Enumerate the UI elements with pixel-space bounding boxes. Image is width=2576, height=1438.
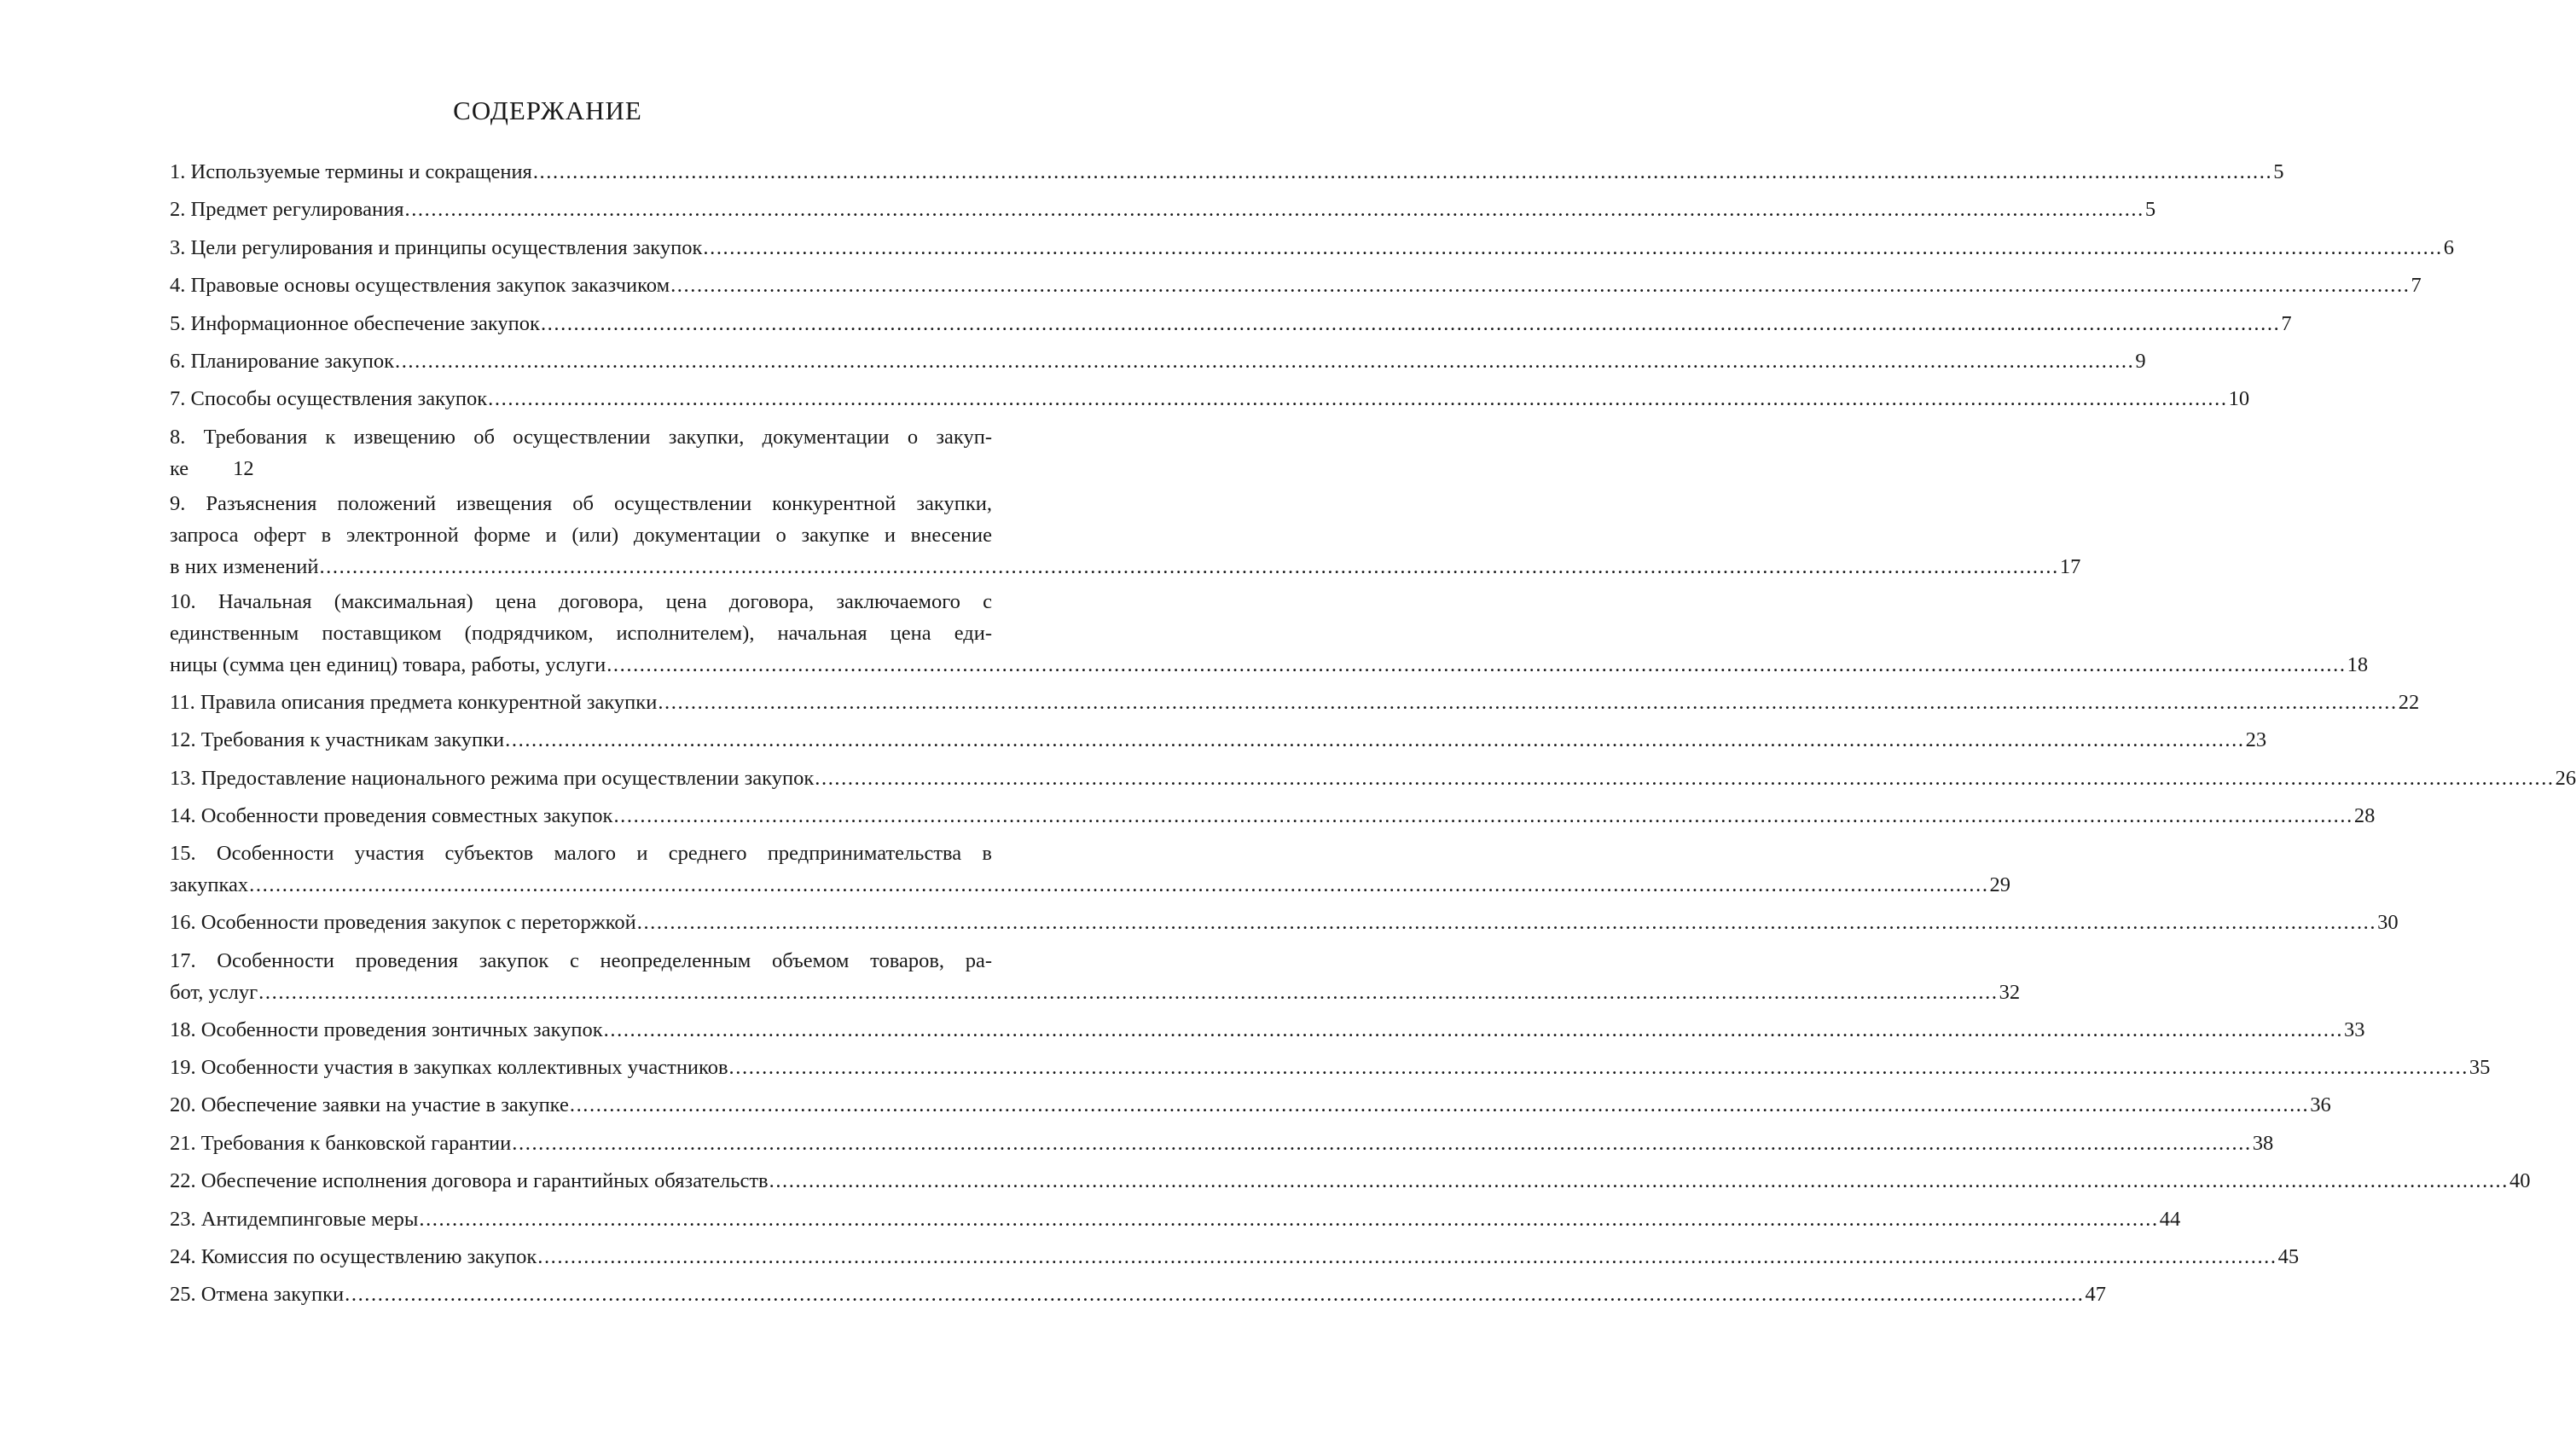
toc-entry-23 (170, 1201, 2181, 1238)
toc-entry-text: 1. Используемые термины и сокращения (170, 160, 532, 183)
toc-leader-dots: ........................................................................................................................................................................................................................................................................ (319, 554, 2059, 578)
toc-entry-text: 24. Комиссия по осуществлению закупок (170, 1245, 537, 1269)
toc-leader-dots: ........................................................................................................................................................................................................................................................................ (569, 1093, 2310, 1117)
toc-entry-14 (170, 797, 2376, 835)
toc-page-number: 9 (2135, 349, 2146, 373)
toc-leader-dots: ........................................................................................................................................................................................................................................................................ (636, 911, 2377, 935)
toc-entry-line: единственным поставщиком (подрядчиком, исполнителем), начальная цена еди- (170, 621, 992, 645)
toc-leader-dots: ........................................................................................................................................................................................................................................................................ (540, 311, 2281, 335)
toc-leader-dots: ........................................................................................................................................................................................................................................................................ (815, 766, 2555, 790)
toc-leader-dots: ........................................................................................................................................................................................................................................................................ (419, 1207, 2159, 1231)
toc-leader-dots: ........................................................................................................................................................................................................................................................................ (769, 1169, 2509, 1193)
toc-entry-text: 14. Особенности проведения совместных закупок (170, 803, 613, 827)
toc-page-number: 7 (2411, 274, 2422, 298)
toc-entry-19 (170, 1049, 2491, 1087)
toc-entry-3 (170, 229, 2455, 267)
toc-entry-text: 16. Особенности проведения закупок с переторжкой (170, 911, 636, 935)
toc-page-number: 38 (2252, 1131, 2274, 1155)
toc-entry-text: в них изменений (170, 554, 319, 578)
toc-entry-2 (170, 191, 2156, 229)
toc-leader-dots: ........................................................................................................................................................................................................................................................................ (258, 980, 1999, 1004)
toc-entry-8 (170, 421, 992, 484)
toc-page-number: 17 (2059, 554, 2081, 578)
toc-entry-12 (170, 722, 2267, 759)
toc-leader-dots: ........................................................................................................................................................................................................................................................................ (613, 803, 2353, 827)
toc-entry-line: 10. Начальная (максимальная) цена договора, цена договора, заключаемого с (170, 589, 992, 613)
toc-page-number: 30 (2377, 911, 2399, 935)
toc-entry-25 (170, 1276, 2107, 1313)
table-of-contents (170, 154, 2576, 1314)
toc-entry-22 (170, 1163, 2531, 1200)
toc-page-number: 33 (2344, 1018, 2365, 1041)
toc-entry-text: 5. Информационное обеспечение закупок (170, 311, 540, 335)
toc-entry-18 (170, 1012, 2365, 1049)
toc-entry-text: 25. Отмена закупки (170, 1283, 345, 1307)
toc-entry-15 (170, 838, 2011, 901)
toc-page-number: 18 (2347, 652, 2369, 676)
toc-entry-text: ке (170, 456, 189, 480)
toc-page-number: 7 (2281, 311, 2292, 335)
toc-entry-line: 8. Требования к извещению об осуществлении закупки, документации о закуп- (170, 425, 992, 449)
toc-entry-4 (170, 267, 2422, 304)
toc-entry-text: 4. Правовые основы осуществления закупок заказчиком (170, 274, 670, 298)
toc-leader-dots: ........................................................................................................................................................................................................................................................................ (603, 1018, 2344, 1041)
toc-entry-text: 22. Обеспечение исполнения договора и гарантийных обязательств (170, 1169, 769, 1193)
toc-page-number: 28 (2353, 803, 2376, 827)
toc-entry-text: 18. Особенности проведения зонтичных закупок (170, 1018, 603, 1041)
toc-entry-5 (170, 305, 2292, 343)
toc-entry-line: 9. Разъяснения положений извещения об осуществлении конкурентной закупки, (170, 491, 992, 515)
toc-leader-dots: ........................................................................................................................................................................................................................................................................ (670, 274, 2411, 298)
toc-leader-dots: ........................................................................................................................................................................................................................................................................ (703, 235, 2443, 259)
toc-page-number: 29 (1989, 873, 2011, 897)
toc-page-number: 6 (2443, 235, 2455, 259)
toc-entry-text: 19. Особенности участия в закупках коллективных участников (170, 1056, 728, 1080)
toc-entry-9 (170, 488, 2081, 583)
toc-leader-dots: ........................................................................................................................................................................................................................................................................ (488, 387, 2228, 411)
toc-entry-text: 3. Цели регулирования и принципы осуществления закупок (170, 235, 703, 259)
toc-entry-text: 6. Планирование закупок (170, 349, 394, 373)
toc-page-number: 10 (2228, 387, 2250, 411)
toc-page-number: 32 (1999, 980, 2021, 1004)
toc-leader-dots: ........................................................................................................................................................................................................................................................................ (404, 198, 2144, 222)
toc-entry-line: 15. Особенности участия субъектов малого и среднего предпринимательства в (170, 842, 992, 866)
toc-entry-1 (170, 154, 2284, 191)
toc-entry-text: 13. Предоставление национального режима при осуществлении закупок (170, 766, 815, 790)
toc-leader-dots: ........................................................................................................................................................................................................................................................................ (394, 349, 2135, 373)
toc-entry-text: закупках (170, 873, 249, 897)
toc-page-number: 45 (2277, 1245, 2300, 1269)
toc-entry-text: 2. Предмет регулирования (170, 198, 404, 222)
page-title: СОДЕРЖАНИЕ (453, 96, 642, 125)
toc-entry-text: 21. Требования к банковской гарантии (170, 1131, 512, 1155)
toc-leader-dots: ........................................................................................................................................................................................................................................................................ (728, 1056, 2469, 1080)
toc-entry-24 (170, 1238, 2300, 1276)
toc-entry-line: 17. Особенности проведения закупок с неопределенным объемом товаров, ра- (170, 948, 992, 972)
toc-leader-dots: ........................................................................................................................................................................................................................................................................ (658, 690, 2398, 714)
toc-entry-text: 20. Обеспечение заявки на участие в закупке (170, 1093, 569, 1117)
toc-leader-dots: ........................................................................................................................................................................................................................................................................ (532, 160, 2273, 183)
toc-entry-16 (170, 904, 2399, 942)
toc-page-number: 23 (2245, 728, 2267, 752)
toc-page-number: 44 (2159, 1207, 2181, 1231)
toc-leader-dots: ........................................................................................................................................................................................................................................................................ (345, 1283, 2085, 1307)
toc-page-number: 22 (2398, 690, 2420, 714)
toc-leader-dots: ........................................................................................................................................................................................................................................................................ (249, 873, 1989, 897)
toc-entry-text: 12. Требования к участникам закупки (170, 728, 505, 752)
toc-entry-7 (170, 380, 2250, 418)
toc-entry-text: ницы (сумма цен единиц) товара, работы, услуги (170, 652, 606, 676)
toc-entry-13 (170, 760, 2576, 797)
toc-page-number: 5 (2273, 160, 2284, 183)
toc-entry-text: бот, услуг (170, 980, 258, 1004)
toc-entry-text: 7. Способы осуществления закупок (170, 387, 488, 411)
toc-page-number: 26 (2555, 766, 2576, 790)
toc-entry-6 (170, 343, 2146, 380)
toc-page-number: 35 (2469, 1056, 2491, 1080)
toc-page-number: 5 (2144, 198, 2156, 222)
toc-leader-dots: ........................................................................................................................................................................................................................................................................ (505, 728, 2245, 752)
toc-entry-21 (170, 1125, 2274, 1163)
toc-entry-20 (170, 1087, 2331, 1124)
toc-leader-dots: ........................................................................................................................................................................................................................................................................ (606, 652, 2347, 676)
toc-entry-11 (170, 684, 2420, 722)
toc-entry-line: запроса оферт в электронной форме и (или) документации о закупке и внесение (170, 523, 992, 547)
toc-entry-10 (170, 586, 2369, 681)
toc-leader-dots: ........................................................................................................................................................................................................................................................................ (537, 1245, 2277, 1269)
toc-entry-text: 23. Антидемпинговые меры (170, 1207, 419, 1231)
toc-page-number: 12 (233, 456, 254, 480)
toc-page-number: 40 (2509, 1169, 2531, 1193)
toc-page-number: 47 (2085, 1283, 2107, 1307)
toc-page-number: 36 (2310, 1093, 2331, 1117)
toc-entry-17 (170, 945, 2021, 1008)
toc-leader-dots: ........................................................................................................................................................................................................................................................................ (512, 1131, 2252, 1155)
toc-entry-text: 11. Правила описания предмета конкурентной закупки (170, 690, 658, 714)
